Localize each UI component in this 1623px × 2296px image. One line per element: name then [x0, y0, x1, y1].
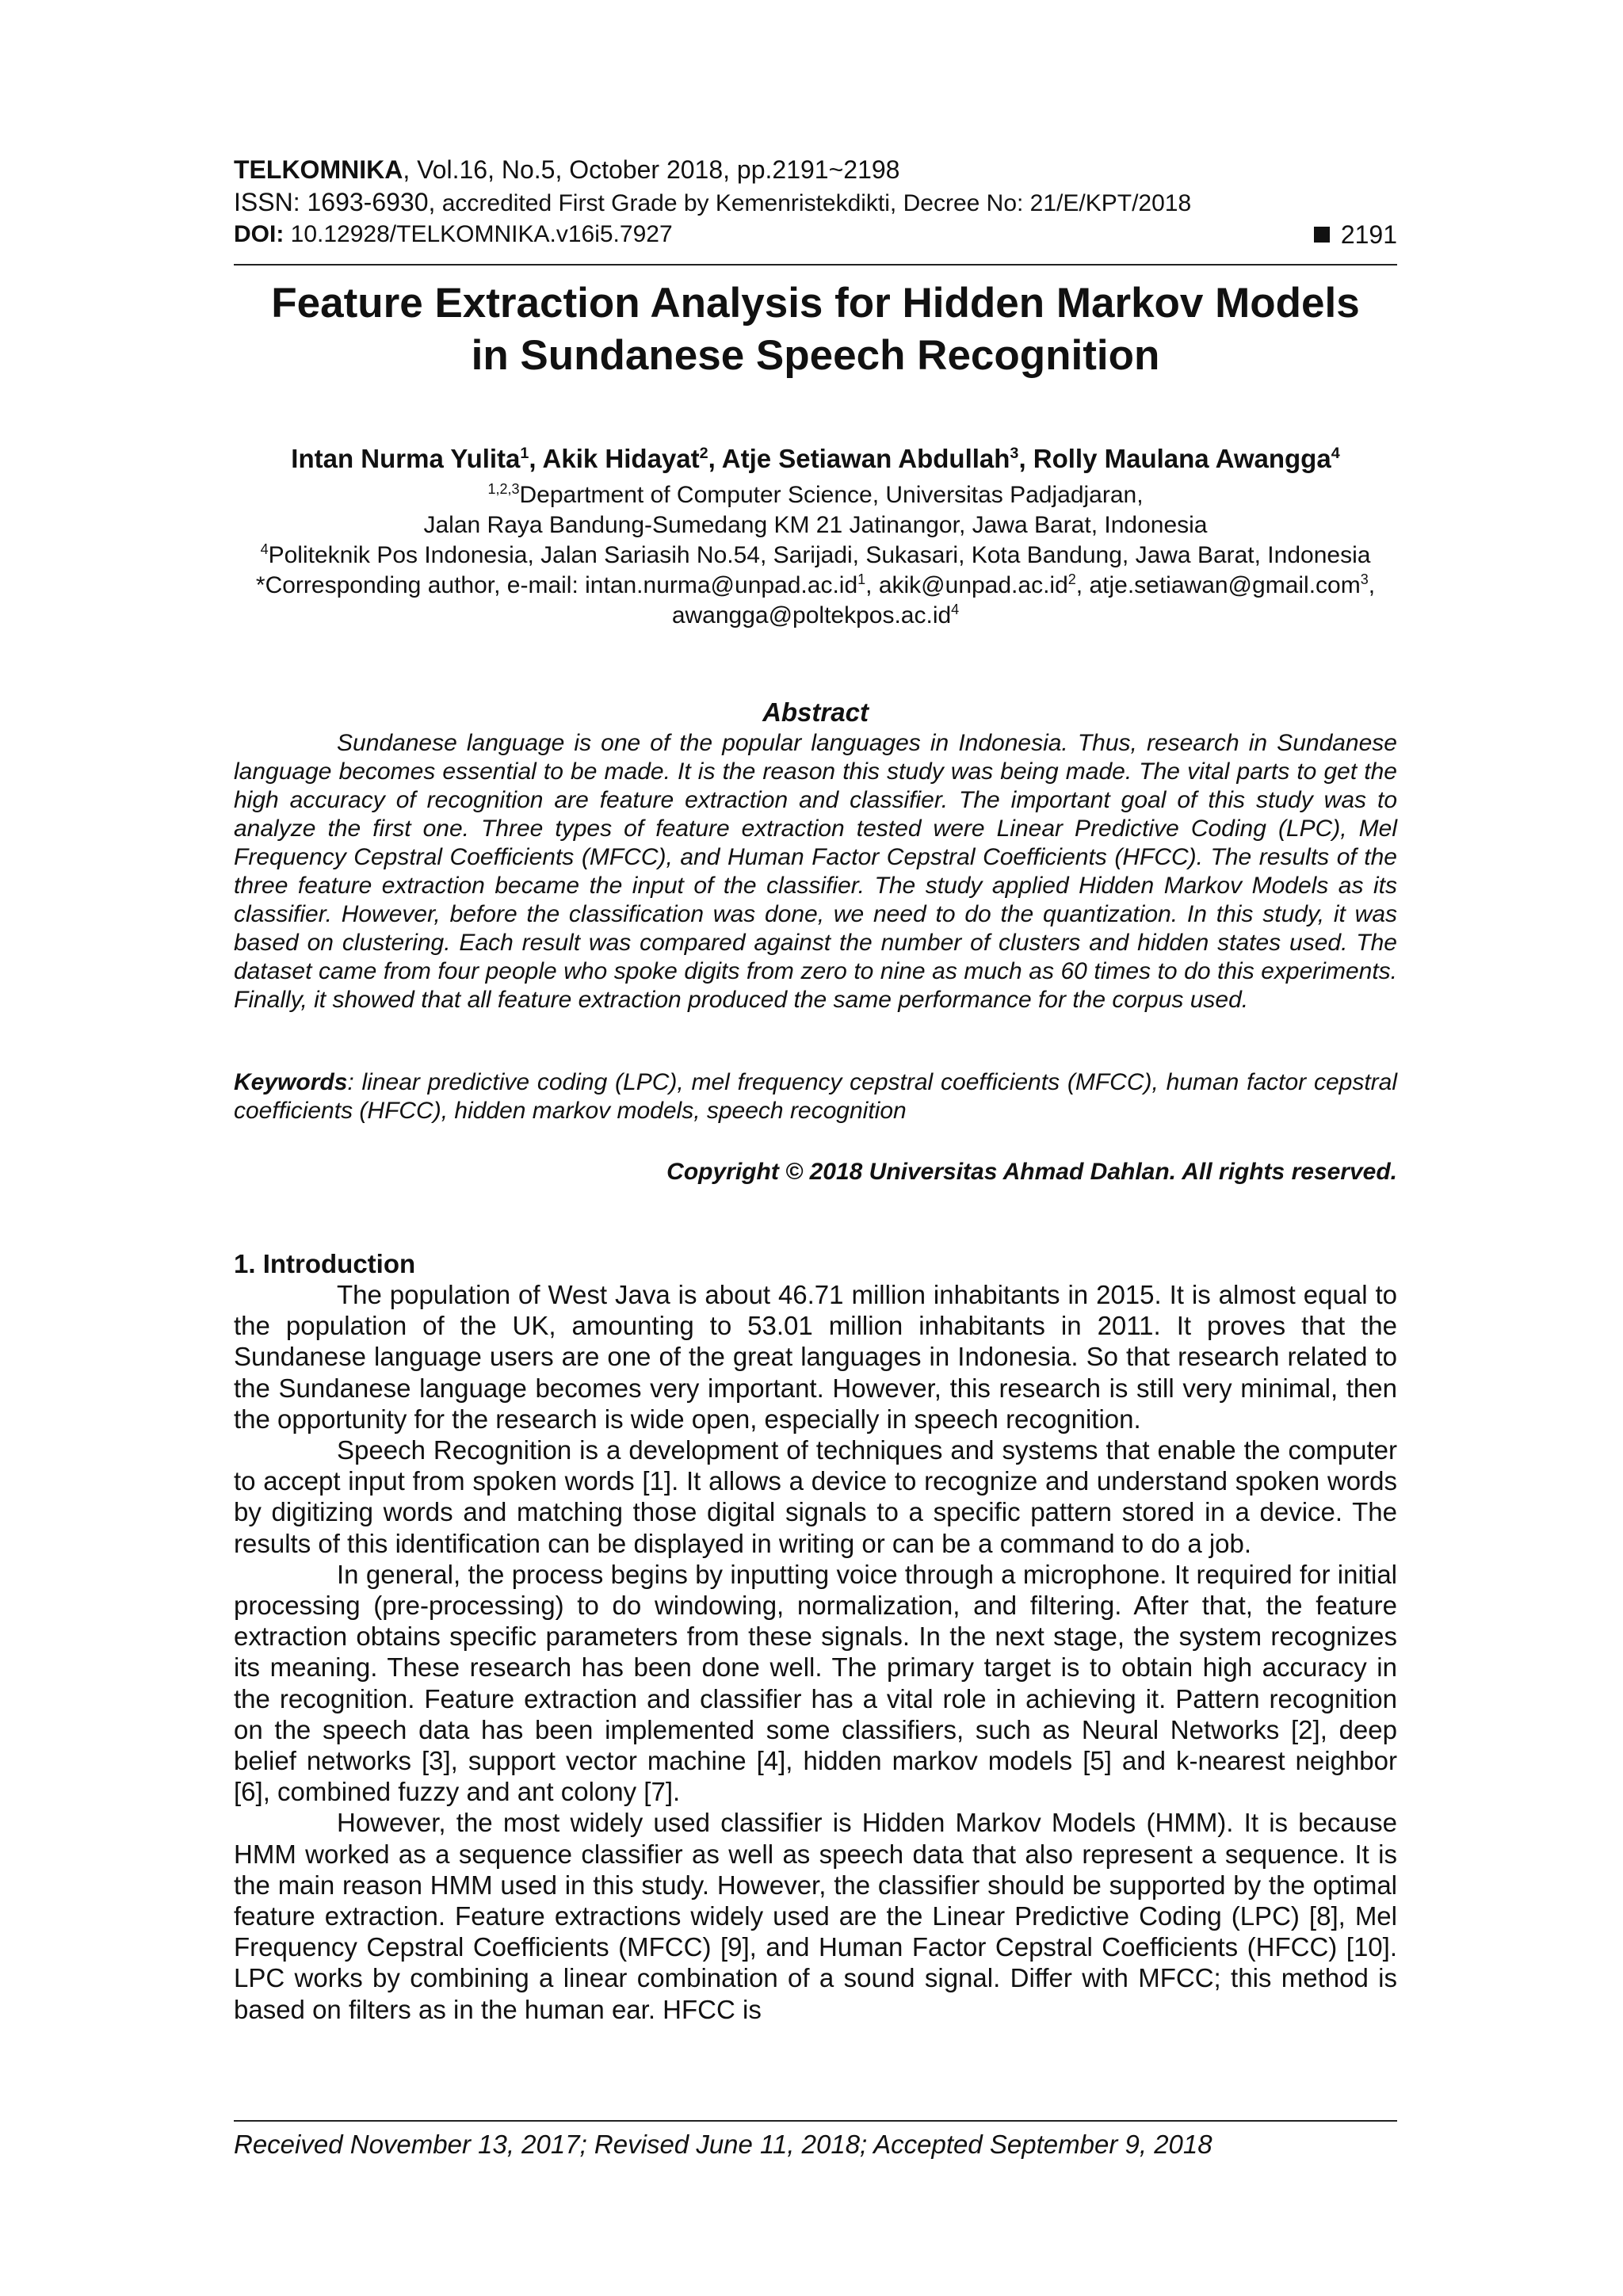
- header-rule: [234, 264, 1397, 266]
- corresponding-author: [198, 571, 1433, 601]
- author-affil-mark: 2: [699, 445, 708, 462]
- copyright-notice: Copyright © 2018 Universitas Ahmad Dahlan. All rights reserved.: [666, 1159, 1397, 1185]
- journal-name: TELKOMNIKA: [234, 155, 403, 184]
- email-mark: 1: [857, 571, 866, 587]
- affiliation-text: Politeknik Pos Indonesia, Jalan Sariasih No.54, Sarijadi, Sukasari, Kota Bandung, Jawa Barat, Indonesia: [268, 542, 1371, 568]
- author-name: Intan Nurma Yulita: [291, 444, 521, 473]
- paragraph: The population of West Java is about 46.71 million inhabitants in 2015. It is almost equal to the population of the UK, amounting to 53.01 million inhabitants in 2011. It proves that the Sundanese language users are one of the great languages in Indonesia. So that research related to the Sundanese language becomes very important. However, this research is still very minimal, then the opportunity for the research is wide open, especially in speech recognition.: [234, 1280, 1397, 1434]
- footer-rule: [234, 2120, 1397, 2122]
- author-name: , Rolly Maulana Awangga: [1018, 444, 1331, 473]
- section-heading: 1. Introduction: [234, 1249, 416, 1278]
- affiliation-block: [198, 480, 1433, 631]
- email-text: ,: [1368, 572, 1376, 598]
- abstract-text: Sundanese language is one of the popular languages in Indonesia. Thus, research in Sundanese language becomes essential to be made. It is the reason this study was being made. The vital parts to get the high accuracy of recognition are feature extraction and classifier. The important goal of this study was to analyze the first one. Three types of feature extraction tested were Linear Predictive Coding (LPC), Mel Frequency Cepstral Coefficients (MFCC), and Human Factor Cepstral Coefficients (HFCC). The results of the three feature extraction became the input of the classifier. The study applied Hidden Markov Models as its classifier. However, before the classification was done, we need to do the quantization. In this study, it was based on clustering. Each result was compared against the number of clusters and hidden states used. The dataset came from four people who spoke digits from zero to nine as much as 60 times to do this experiments. Finally, it showed that all feature extraction produced the same performance for the corpus used.: [234, 730, 1397, 1013]
- abstract-heading: Abstract: [762, 697, 869, 727]
- doi-line: [234, 220, 673, 249]
- doi-label: DOI:: [234, 221, 285, 247]
- title-line-1: Feature Extraction Analysis for Hidden Markov Models: [271, 280, 1360, 327]
- email-text: *Corresponding author, e-mail: intan.nurma@unpad.ac.id: [255, 572, 858, 598]
- email-mark: 3: [1360, 571, 1369, 587]
- affiliation-2: [198, 541, 1433, 571]
- received-dates: Received November 13, 2017; Revised June 11, 2018; Accepted September 9, 2018: [234, 2130, 1212, 2159]
- author-affil-mark: 4: [1331, 445, 1340, 462]
- author-name: , Akik Hidayat: [529, 444, 700, 473]
- email-text: , atje.setiawan@gmail.com: [1075, 572, 1361, 598]
- author-list: [198, 444, 1433, 474]
- affiliation-mark: 1,2,3: [487, 481, 520, 497]
- email-text: , akik@unpad.ac.id: [865, 572, 1068, 598]
- page-number: 2191: [1340, 220, 1397, 249]
- doi-value: 10.12928/TELKOMNIKA.v16i5.7927: [284, 221, 673, 247]
- email-text: awangga@poltekpos.ac.id: [671, 602, 952, 628]
- email-mark: 2: [1067, 571, 1076, 587]
- keywords-text: : linear predictive coding (LPC), mel frequency cepstral coefficients (MFCC), human factor cepstral coefficients (HFCC), hidden markov models, speech recognition: [234, 1069, 1397, 1124]
- author-affil-mark: 3: [1010, 445, 1019, 462]
- paragraph: In general, the process begins by inputting voice through a microphone. It required for initial processing (pre-processing) to do windowing, normalization, and filtering. After that, the feature extraction obtains specific parameters from these signals. In the next stage, the system recognizes its meaning. These research has been done well. The primary target is to obtain high accuracy in the recognition. Feature extraction and classifier has a vital role in achieving it. Pattern recognition on the speech data has been implemented some classifiers, such as Neural Networks [2], deep belief networks [3], support vector machine [4], hidden markov models [5] and k-nearest neighbor [6], combined fuzzy and ant colony [7].: [234, 1559, 1397, 1807]
- paragraph: Speech Recognition is a development of techniques and systems that enable the computer to accept input from spoken words [1]. It allows a device to recognize and understand spoken words by digitizing words and matching those digital signals to a specific pattern stored in a device. The results of this identification can be displayed in writing or can be a command to do a job.: [234, 1435, 1397, 1558]
- paragraph: However, the most widely used classifier is Hidden Markov Models (HMM). It is because HMM worked as a sequence classifier as well as speech data that also represent a sequence. It is the main reason HMM used in this study. However, the classifier should be supported by the optimal feature extraction. Feature extractions widely used are the Linear Predictive Coding (LPC) [8], Mel Frequency Cepstral Coefficients (MFCC) [9], and Human Factor Cepstral Coefficients (HFCC) [10]. LPC works by combining a linear combination of a sound signal. Differ with MFCC; this method is based on filters as in the human ear. HFCC is: [234, 1808, 1397, 2024]
- author-affil-mark: 1: [520, 445, 529, 462]
- keywords: [234, 1068, 1397, 1125]
- journal-citation: [234, 155, 899, 184]
- author-name: , Atje Setiawan Abdullah: [708, 444, 1010, 473]
- keywords-label: Keywords: [234, 1069, 348, 1095]
- affiliation-1: [198, 480, 1433, 510]
- journal-volume-info: , Vol.16, No.5, October 2018, pp.2191~2198: [403, 155, 900, 184]
- affiliation-mark: 4: [260, 541, 269, 557]
- corresponding-author-line-2: [198, 601, 1433, 631]
- paper-title: [198, 277, 1433, 382]
- introduction-body: [234, 1279, 1397, 2025]
- issn-line: [234, 188, 1191, 218]
- email-mark: 4: [951, 602, 960, 617]
- square-bullet-icon: [1314, 227, 1330, 243]
- title-line-2: in Sundanese Speech Recognition: [471, 332, 1160, 379]
- page-number-block: [1314, 220, 1397, 249]
- affiliation-text: Department of Computer Science, Universitas Padjadjaran,: [519, 482, 1144, 508]
- accreditation-text: accredited First Grade by Kemenristekdikti, Decree No: 21/E/KPT/2018: [435, 190, 1192, 216]
- affiliation-1-address: Jalan Raya Bandung-Sumedang KM 21 Jatinangor, Jawa Barat, Indonesia: [423, 512, 1208, 538]
- issn-label: ISSN: 1693-6930,: [234, 188, 436, 216]
